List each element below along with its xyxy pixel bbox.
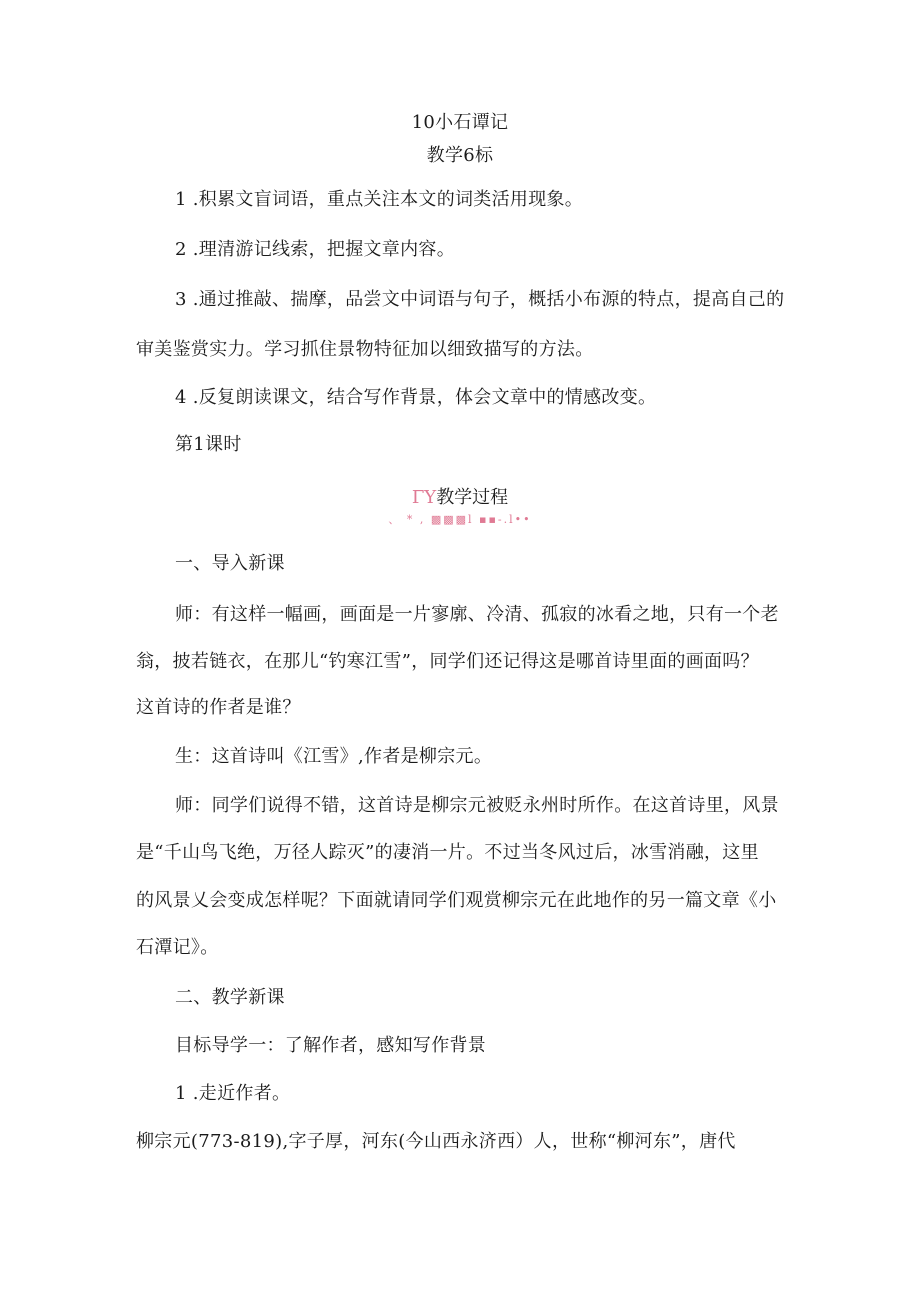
objective-2: 2 .理清游记线索，把握文章内容。	[175, 239, 455, 260]
section-heading-new-lesson: 二、教学新课	[175, 987, 285, 1008]
objective-1: 1 .积累文盲词语，重点关注本文的词类活用现象。	[175, 189, 584, 210]
paragraph-line: 1 .走近作者。	[175, 1083, 291, 1104]
paragraph-line: 石潭记》。	[136, 937, 219, 958]
paragraph-line: 翁，披若链衣，在那儿“钓寒江雪”，同学们还记得这是哪首诗里面的画面吗？	[136, 651, 759, 672]
banner-accent-mark: ΓY	[411, 487, 437, 508]
paragraph-line: 的风景乂会变成怎样呢？下面就请同学们观赏柳宗元在此地作的另一篇文章《小	[136, 890, 777, 911]
lesson-label: 第1课时	[175, 434, 242, 455]
banner-title: 教学过程	[436, 487, 509, 508]
document-title: 10小石谭记	[411, 112, 509, 133]
paragraph-line: 师：同学们说得不错，这首诗是柳宗元被贬永州时所作。在这首诗里，风景	[175, 795, 779, 816]
paragraph-line: 是“千山鸟飞绝，万径人踪灭”的凄消一片。不过当冬风过后，冰雪消融，这里	[136, 842, 759, 863]
paragraph-line: 柳宗元(773-819),字子厚，河东(今山西永济西）人，世称“柳河东”，唐代	[136, 1131, 736, 1152]
document-subtitle: 教学6标	[426, 145, 494, 166]
section-heading-intro: 一、导入新课	[175, 553, 285, 574]
objective-4: 4 .反复朗读课文，结合写作背景，体会文章中的情感改变。	[175, 387, 657, 408]
process-banner	[0, 487, 920, 509]
paragraph-line: 生：这首诗叫《江雪》,作者是柳宗元。	[175, 746, 493, 767]
paragraph-line: 这首诗的作者是谁？	[136, 697, 301, 718]
banner-decoration: 、 * , ▩▩▩l ▪▪-.l••	[388, 513, 532, 526]
paragraph-line: 师：有这样一幅画，画面是一片寥廓、冷清、孤寂的冰看之地，只有一个老	[175, 604, 779, 625]
paragraph-line: 目标导学一：了解作者，感知写作背景	[175, 1035, 487, 1056]
objective-3: 3 .通过推敲、揣摩，品尝文中词语与句子，概括小布源的特点，提高自己的	[175, 289, 785, 310]
objective-3-continued: 审美鉴赏实力。学习抓住景物特征加以细致描写的方法。	[136, 339, 594, 360]
